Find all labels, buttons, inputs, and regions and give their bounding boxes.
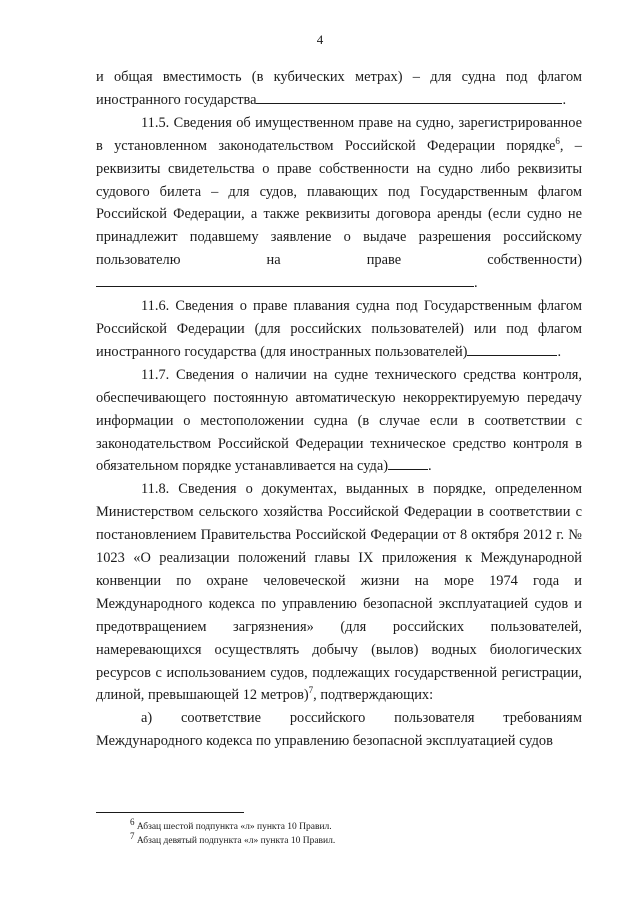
footnotes	[130, 816, 590, 848]
footnote-ref-6: 6	[555, 135, 560, 146]
fill-in-blank	[467, 341, 557, 356]
document-body	[96, 66, 582, 753]
paragraph-text: , подтверждающих:	[313, 687, 434, 704]
paragraph-11-5: 11.5. Сведения об имущественном праве на судно, зарегистрированное в установленном законодательством Российской Федерации порядке$^6$, – реквизиты свидетельства о праве собственности на судно либо реквизиты судового билета – для судов, плавающих под Государственным флагом Российской Федерации, а также реквизиты договора аренды (если судно не принадлежит подавшему заявление о выдаче разрешения российскому пользователю на праве собственности).	[96, 114, 582, 292]
fill-in-blank	[96, 272, 474, 287]
paragraph-continuation: и общая вместимость (в кубических метрах) – для судна под флагом иностранного государства .	[96, 69, 582, 108]
fill-in-blank	[256, 89, 562, 104]
footnote-ref-7: 7	[308, 685, 314, 696]
paragraph-11-8	[96, 478, 582, 707]
paragraph-text: 11.6. Сведения о праве плавания судна под Государственным флагом Российской Федерации (для российских пользователей) или под флагом иностранного государства (для иностранных пользователей)	[96, 298, 582, 360]
paragraph-11-6: 11.6. Сведения о праве плавания судна под Государственным флагом Российской Федерации (для российских пользователей) или под флагом иностранного государства (для иностранных пользователей) .	[96, 298, 582, 360]
paragraph-text: 11.7. Сведения о наличии на судне технического средства контроля, обеспечивающего постоянную автоматическую некорректируемую передачу информации о местоположении судна (в случае если в соответствии с законодательством Российской Федерации техническое средство контроля в обязательном порядке устанавливается на суда)	[96, 366, 582, 475]
footnote-6: $^6$ Абзац шестой подпункта «л» пункта 10 Правил.	[130, 816, 332, 832]
page-number: 4	[316, 32, 324, 47]
paragraph-text: , – реквизиты свидетельства о праве собственности на судно либо реквизиты судового билета – для судов, плавающих под Государственным флагом Российской Федерации, а также реквизиты договора аренды (если судно не принадлежит подавшему заявление о выдаче разрешения российскому пользователю на праве собственности)	[96, 137, 582, 269]
fill-in-blank	[388, 455, 428, 470]
paragraph-text: а) соответствие российского пользователя требованиям Международного кодекса по управлению безопасной эксплуатацией судов	[96, 710, 582, 750]
paragraph-11-8-a	[96, 707, 582, 753]
paragraph-11-7: 11.7. Сведения о наличии на судне технического средства контроля, обеспечивающего постоянную автоматическую некорректируемую передачу информации о местоположении судна (в случае если в соответствии с законодательством Российской Федерации техническое средство контроля в обязательном порядке устанавливается на суда) .	[96, 366, 582, 475]
footnote-7: $^7$ Абзац девятый подпункта «л» пункта 10 Правил.	[130, 830, 336, 846]
paragraph-text: и общая вместимость (в кубических метрах) – для судна под флагом иностранного государства	[96, 69, 582, 108]
footnote-separator	[96, 812, 244, 813]
paragraph-text: 11.8. Сведения о документах, выданных в порядке, определенном Министерством сельского хозяйства Российской Федерации в соответствии с постановлением Правительства Российской Федерации от 8 октября 2012 г. № 1023 «О реализации положений главы IX приложения к Международной конвенции по охране человеческой жизни на море 1974 года и Международного кодекса по управлению безопасной эксплуатацией судов и предотвращением загрязнения» (для российских пользователей, намеревающихся осуществлять добычу (вылов) водных биологических ресурсов с использованием судов, подлежащих государственной регистрации, длиной, превышающей 12 метров)	[96, 481, 582, 704]
paragraph-text: 11.5. Сведения об имущественном праве на судно, зарегистрированное в установленном законодательством Российской Федерации порядке	[96, 114, 582, 154]
